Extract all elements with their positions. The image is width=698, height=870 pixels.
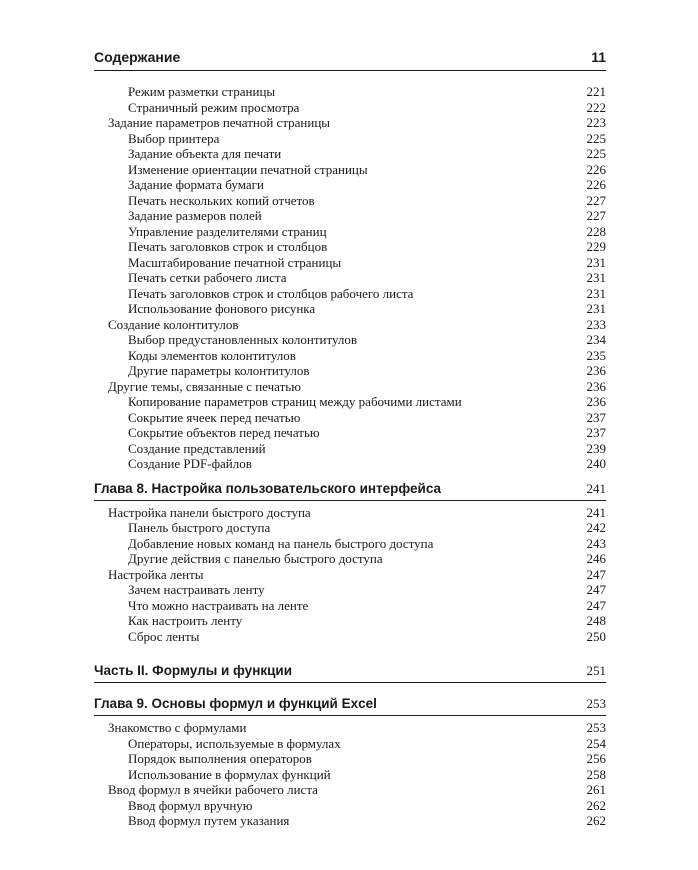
toc-entry-page: 227: [586, 192, 606, 208]
toc-subsection-entry: [94, 286, 606, 302]
toc-entry-label: Ввод формул вручную: [128, 797, 253, 813]
toc-entry-page: 261: [586, 782, 606, 797]
toc-entry-label: Коды элементов колонтитулов: [128, 347, 296, 363]
toc-entry-page: 237: [586, 409, 606, 425]
toc-entry-label: Операторы, используемые в формулах: [128, 735, 341, 751]
toc-entry-label: Сокрытие ячеек перед печатью: [128, 409, 301, 425]
toc-entry-page: 231: [586, 301, 606, 316]
toc-entry-label: Глава 8. Настройка пользовательского интерфейса: [94, 480, 442, 496]
toc-entry-label: Другие параметры колонтитулов: [128, 363, 310, 378]
toc-entry-page: 239: [586, 440, 606, 456]
toc-entry-label: Сброс ленты: [128, 628, 200, 644]
toc-entry-page: 246: [586, 551, 606, 566]
toc-entry-page: 253: [586, 696, 606, 711]
toc-entry-page: 227: [586, 208, 606, 223]
toc-subsection-entry: [94, 813, 606, 829]
toc-entry-page: 231: [586, 254, 606, 270]
toc-entry-page: 231: [586, 285, 606, 301]
toc-entry-label: Добавление новых команд на панель быстрого доступа: [128, 535, 434, 551]
toc-entry-page: 242: [586, 520, 606, 535]
toc-subsection-entry: [94, 301, 606, 317]
toc-subsection-entry: [94, 332, 606, 348]
toc-subsection-entry: [94, 177, 606, 193]
toc-entry-page: 253: [586, 720, 606, 735]
toc-entry-label: Использование фонового рисунка: [128, 301, 316, 316]
toc-entry-page: 256: [586, 751, 606, 766]
toc-entry-label: Режим разметки страницы: [128, 84, 276, 99]
toc-entry-label: Копирование параметров страниц между рабочими листами: [128, 394, 462, 409]
toc-entry-page: 233: [586, 316, 606, 332]
toc-entry-label: Создание представлений: [128, 440, 266, 456]
toc-entry-page: 240: [586, 456, 606, 471]
toc-entry-page: 262: [586, 813, 606, 828]
toc-entry-page: 225: [586, 146, 606, 161]
toc-subsection-entry: [94, 425, 606, 441]
toc-entry-page: 258: [586, 766, 606, 782]
toc-entry-page: 250: [586, 628, 606, 644]
toc-subsection-entry: [94, 456, 606, 472]
toc-subsection-entry: [94, 410, 606, 426]
toc-entry-page: 236: [586, 394, 606, 409]
header-title: Содержание: [94, 49, 181, 65]
toc-entry-label: Ввод формул путем указания: [128, 813, 290, 828]
toc-subsection-entry: [94, 767, 606, 783]
toc-entry-label: Знакомство с формулами: [108, 720, 247, 735]
toc-subsection-entry: [94, 798, 606, 814]
toc-entry-label: Настройка панели быстрого доступа: [108, 504, 311, 520]
toc-entry-label: Как настроить ленту: [128, 613, 243, 628]
toc-entry-page: 241: [586, 504, 606, 520]
toc-entry-page: 247: [586, 597, 606, 613]
toc-section-entry: [94, 317, 606, 333]
toc-entry-page: 236: [586, 378, 606, 394]
toc-entry-page: 225: [586, 130, 606, 146]
toc-subsection-entry: [94, 582, 606, 598]
toc-entry-label: Что можно настраивать на ленте: [128, 597, 309, 613]
toc-entry-label: Создание PDF-файлов: [128, 456, 252, 471]
toc-entry-page: 247: [586, 566, 606, 582]
toc-section-entry: [94, 720, 606, 736]
toc-subsection-entry: [94, 84, 606, 100]
toc-entry-page: 226: [586, 177, 606, 192]
toc-section-entry: [94, 505, 606, 521]
toc-subsection-entry: [94, 613, 606, 629]
toc-subsection-entry: [94, 363, 606, 379]
toc-entry-page: 228: [586, 223, 606, 239]
toc-entry-page: 229: [586, 239, 606, 254]
toc-entry-page: 241: [586, 480, 606, 496]
toc-entry-label: Создание колонтитулов: [108, 316, 239, 332]
toc-subsection-entry: [94, 208, 606, 224]
toc-entry-page: 221: [586, 84, 606, 99]
header-page-number: 11: [591, 49, 606, 65]
toc-entry-label: Выбор предустановленных колонтитулов: [128, 332, 358, 347]
toc-subsection-entry: [94, 146, 606, 162]
toc-entry-label: Зачем настраивать ленту: [128, 582, 265, 597]
toc-subsection-entry: [94, 536, 606, 552]
toc-entry-label: Изменение ориентации печатной страницы: [128, 161, 368, 177]
toc-entry-page: 248: [586, 613, 606, 628]
toc-entry-label: Сокрытие объектов перед печатью: [128, 425, 320, 440]
toc-entry-page: 262: [586, 797, 606, 813]
toc-entry-label: Задание объекта для печати: [128, 146, 282, 161]
toc-subsection-entry: [94, 270, 606, 286]
toc-entry-page: 223: [586, 115, 606, 130]
toc-subsection-entry: [94, 100, 606, 116]
toc-entry-label: Другие действия с панелью быстрого доступа: [128, 551, 383, 566]
toc-subsection-entry: [94, 441, 606, 457]
toc-entry-label: Печать нескольких копий отчетов: [128, 192, 315, 208]
toc-page: [94, 0, 606, 870]
toc-entry-page: 251: [586, 663, 606, 678]
toc-entry-page: 254: [586, 735, 606, 751]
toc-subsection-entry: [94, 255, 606, 271]
toc-entry-page: 236: [586, 363, 606, 378]
toc-entry-label: Настройка ленты: [108, 566, 204, 582]
toc-entry-label: Печать заголовков строк и столбцов рабочего листа: [128, 285, 414, 301]
toc-subsection-entry: [94, 598, 606, 614]
toc-entry-page: 231: [586, 270, 606, 285]
toc-entry-label: Задание размеров полей: [128, 208, 262, 223]
toc-entry-label: Ввод формул в ячейки рабочего листа: [108, 782, 318, 797]
toc-subsection-entry: [94, 131, 606, 147]
toc-section-entry: [94, 379, 606, 395]
toc-entry-page: 237: [586, 425, 606, 440]
toc-entry-label: Задание параметров печатной страницы: [108, 115, 331, 130]
toc-chapter-heading: [94, 693, 606, 716]
toc-entry-page: 235: [586, 347, 606, 363]
toc-subsection-entry: [94, 162, 606, 178]
toc-subsection-entry: [94, 394, 606, 410]
toc-entry-page: 222: [586, 99, 606, 115]
toc-entry-label: Порядок выполнения операторов: [128, 751, 312, 766]
toc-section-entry: [94, 782, 606, 798]
toc-subsection-entry: [94, 520, 606, 536]
toc-section-entry: [94, 115, 606, 131]
toc-entry-label: Другие темы, связанные с печатью: [108, 378, 301, 394]
toc-entry-page: 226: [586, 161, 606, 177]
toc-chapter-heading: [94, 478, 606, 501]
toc-entry-label: Управление разделителями страниц: [128, 223, 327, 239]
toc-entry-label: Печать заголовков строк и столбцов: [128, 239, 328, 254]
toc-entry-label: Использование в формулах функций: [128, 766, 331, 782]
running-header: [94, 46, 606, 71]
toc-subsection-entry: [94, 629, 606, 645]
toc-entry-label: Страничный режим просмотра: [128, 99, 300, 115]
toc-part-heading: [94, 660, 606, 683]
toc-subsection-entry: [94, 193, 606, 209]
toc-subsection-entry: [94, 348, 606, 364]
toc-subsection-entry: [94, 551, 606, 567]
toc-entry-page: 247: [586, 582, 606, 597]
toc-entry-label: Выбор принтера: [128, 130, 220, 146]
toc-entry-label: Глава 9. Основы формул и функций Excel: [94, 696, 377, 711]
toc-section-entry: [94, 567, 606, 583]
toc-entry-label: Печать сетки рабочего листа: [128, 270, 287, 285]
toc-entry-label: Масштабирование печатной страницы: [128, 254, 342, 270]
toc-entries: [94, 84, 606, 829]
toc-entry-label: Задание формата бумаги: [128, 177, 264, 192]
toc-entry-page: 243: [586, 535, 606, 551]
toc-entry-page: 234: [586, 332, 606, 347]
toc-subsection-entry: [94, 224, 606, 240]
toc-entry-label: Часть II. Формулы и функции: [94, 663, 292, 678]
toc-entry-label: Панель быстрого доступа: [128, 520, 271, 535]
toc-subsection-entry: [94, 239, 606, 255]
toc-subsection-entry: [94, 751, 606, 767]
toc-subsection-entry: [94, 736, 606, 752]
